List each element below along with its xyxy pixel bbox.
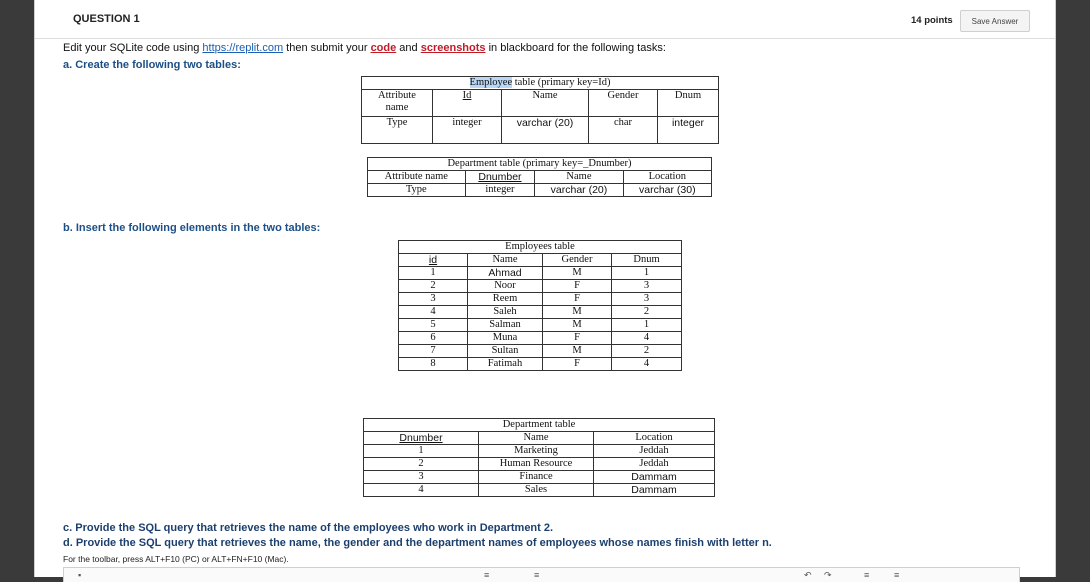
table-cell: Saleh [468,306,543,319]
table-row [364,458,715,471]
department-schema-table [367,157,712,197]
employee-schema-table [361,76,719,144]
table-title-row [364,419,715,432]
table-row [399,332,682,345]
table-cell: 7 [399,345,468,358]
table-cell: Reem [468,293,543,306]
table-row [399,358,682,371]
header-cell: Name [479,432,594,445]
header-cell: Dnumber [364,432,479,445]
table-title: Employees table [399,241,682,254]
table-row [364,445,715,458]
table-header-row [399,254,682,267]
header-cell: Gender [543,254,612,267]
schema-attr-row [362,90,719,117]
col-name: Name [502,90,589,117]
table-row [364,484,715,497]
table-cell: M [543,319,612,332]
table-cell: F [543,358,612,371]
employees-table [398,240,682,371]
align-icon[interactable]: ≡ [864,570,870,580]
table-cell: Fatimah [468,358,543,371]
table-cell: Dammam [594,471,715,484]
answer-editor-toolbar[interactable] [63,567,1020,582]
table-cell: 2 [612,306,682,319]
schema-type-row [362,117,719,144]
table-cell: M [543,306,612,319]
table-cell: M [543,345,612,358]
table-cell: 2 [364,458,479,471]
header-cell: Location [594,432,715,445]
schema-title: Department table (primary key=_Dnumber) [368,158,712,171]
toolbar-hint: For the toolbar, press ALT+F10 (PC) or ALT+FN+F10 (Mac). [63,554,289,564]
table-cell: F [543,280,612,293]
table-cell: 8 [399,358,468,371]
align-icon[interactable]: ≡ [894,570,900,580]
col-type: integer [465,184,535,197]
task-d: d. Provide the SQL query that retrieves the name, the gender and the department names of employees whose names finish with letter n. [63,537,772,549]
table-cell: 4 [399,306,468,319]
table-cell: Dammam [594,484,715,497]
col-name: Gender [589,90,658,117]
table-cell: 2 [612,345,682,358]
table-cell: 1 [399,267,468,280]
col-type: integer [658,117,719,144]
department-table [363,418,715,497]
table-row [364,471,715,484]
col-type: varchar (20) [535,184,623,197]
table-cell: Sultan [468,345,543,358]
col-type: char [589,117,658,144]
table-row [399,319,682,332]
table-row [399,293,682,306]
save-answer-button[interactable]: Save Answer [960,10,1030,32]
intro-text: then submit your [283,42,371,54]
intro-text: Edit your SQLite code using [63,42,203,54]
attr-label: name [385,102,409,113]
bold-icon[interactable]: ▪ [78,570,82,580]
task-a: a. Create the following two tables: [63,59,241,71]
table-cell: 4 [364,484,479,497]
table-cell: 1 [364,445,479,458]
table-title-row [399,241,682,254]
table-row [399,306,682,319]
header-cell: Dnum [612,254,682,267]
table-cell: Human Resource [479,458,594,471]
list-icon[interactable]: ≡ [484,570,490,580]
col-name: Id [433,90,502,117]
replit-link[interactable]: https://replit.com [202,42,284,54]
table-cell: F [543,332,612,345]
redo-icon[interactable]: ↷ [824,570,832,580]
attr-label: Attribute name [368,171,466,184]
col-type: varchar (30) [623,184,711,197]
col-type: integer [433,117,502,144]
header-cell: id [399,254,468,267]
table-header-row [364,432,715,445]
table-cell: 2 [399,280,468,293]
code-keyword: code [370,42,397,54]
table-cell: F [543,293,612,306]
table-cell: M [543,267,612,280]
task-b: b. Insert the following elements in the two tables: [63,222,321,234]
question-page [34,0,1056,580]
table-row [399,267,682,280]
table-cell: Marketing [479,445,594,458]
table-cell: Sales [479,484,594,497]
undo-icon[interactable]: ↶ [804,570,812,580]
table-row [399,345,682,358]
table-cell: Ahmad [468,267,543,280]
header-cell: Name [468,254,543,267]
table-cell: 5 [399,319,468,332]
table-cell: 4 [612,358,682,371]
schema-title: table (primary key=Id) [512,77,611,88]
table-cell: 3 [612,280,682,293]
screenshots-keyword: screenshots [420,42,486,54]
schema-title-row [362,77,719,90]
table-cell: 3 [364,471,479,484]
department-rows [364,445,715,497]
table-cell: Salman [468,319,543,332]
col-name: Name [535,171,623,184]
table-cell: 1 [612,319,682,332]
col-name: Dnum [658,90,719,117]
instructions [63,42,666,54]
employee-highlight: Employee [469,77,513,88]
table-cell: 6 [399,332,468,345]
schema-type-row [368,184,712,197]
employees-rows [399,267,682,371]
question-title: QUESTION 1 [73,13,140,25]
question-header [35,0,1055,39]
schema-title-row [368,158,712,171]
table-cell: 4 [612,332,682,345]
intro-text: in blackboard for the following tasks: [485,42,666,54]
table-cell: 3 [612,293,682,306]
points-label: 14 points [911,15,953,26]
table-cell: Muna [468,332,543,345]
table-cell: Noor [468,280,543,293]
attr-label: Attribute [378,90,416,101]
task-c: c. Provide the SQL query that retrieves the name of the employees who work in Department 2. [63,522,554,534]
table-cell: Jeddah [594,458,715,471]
numbered-list-icon[interactable]: ≡ [534,570,540,580]
type-label: Type [362,117,433,144]
table-cell: 3 [399,293,468,306]
table-title: Department table [364,419,715,432]
schema-attr-row [368,171,712,184]
col-name: Location [623,171,711,184]
type-label: Type [368,184,466,197]
col-name: Dnumber [465,171,535,184]
table-row [399,280,682,293]
col-type: varchar (20) [502,117,589,144]
table-cell: Finance [479,471,594,484]
table-cell: Jeddah [594,445,715,458]
table-cell: 1 [612,267,682,280]
intro-text: and [396,42,421,54]
